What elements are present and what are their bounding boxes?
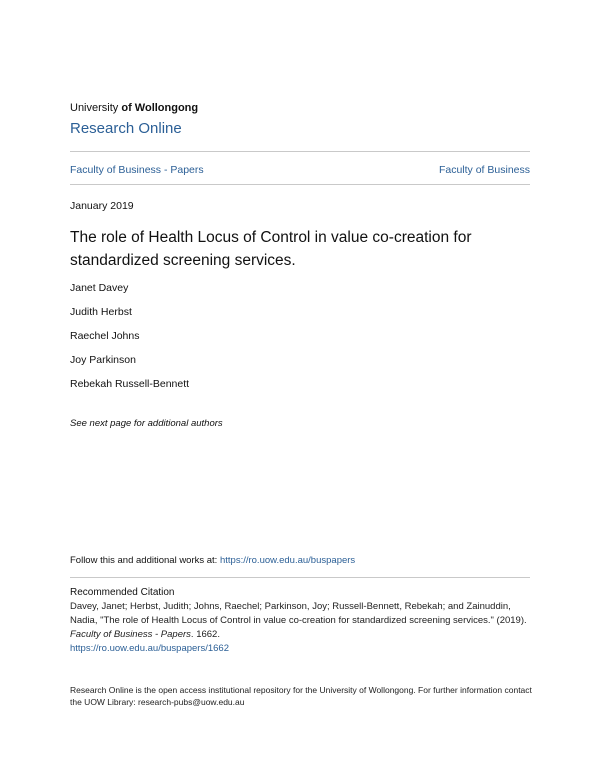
citation-number: . 1662.: [190, 629, 220, 640]
author-name: Joy Parkinson: [70, 354, 136, 366]
paper-title: The role of Health Locus of Control in value co-creation for standardized screening services.: [70, 229, 472, 269]
citation-link[interactable]: https://ro.uow.edu.au/buspapers/1662: [70, 643, 229, 654]
university-name: [70, 102, 198, 114]
author-name: Janet Davey: [70, 282, 129, 294]
follow-line: [70, 555, 355, 566]
citation-text: [70, 600, 540, 656]
university-of: of: [121, 102, 132, 114]
citation-body: Davey, Janet; Herbst, Judith; Johns, Raechel; Parkinson, Joy; Russell-Bennett, Rebekah; and Zainuddin, Nadia, "The role of Health Locus of Control in value co-creation for standardized screening services." (2019).: [70, 601, 527, 626]
publication-date: January 2019: [70, 200, 134, 212]
author-name: Rebekah Russell-Bennett: [70, 378, 190, 390]
divider-top: [70, 151, 530, 152]
author-name: Raechel Johns: [70, 330, 140, 342]
citation-journal: Faculty of Business - Papers: [70, 629, 191, 640]
research-online-link[interactable]: Research Online: [70, 120, 182, 137]
footer-note: Research Online is the open access institutional repository for the University of Wollongong. For further information contact the UOW Library: research-pubs@uow.edu.au: [70, 685, 532, 707]
collection-link[interactable]: Faculty of Business - Papers: [70, 164, 204, 176]
recommended-citation-heading: Recommended Citation: [70, 587, 175, 598]
follow-link[interactable]: https://ro.uow.edu.au/buspapers: [219, 555, 356, 566]
author-name: Judith Herbst: [70, 306, 132, 318]
university-prefix: University: [70, 102, 122, 114]
university-suffix: Wollongong: [131, 102, 199, 114]
divider-citation: [70, 577, 530, 578]
divider-nav: [70, 184, 530, 185]
faculty-link[interactable]: Faculty of Business: [438, 164, 530, 176]
additional-authors-note: See next page for additional authors: [70, 418, 223, 429]
follow-text: Follow this and additional works at:: [70, 555, 220, 566]
